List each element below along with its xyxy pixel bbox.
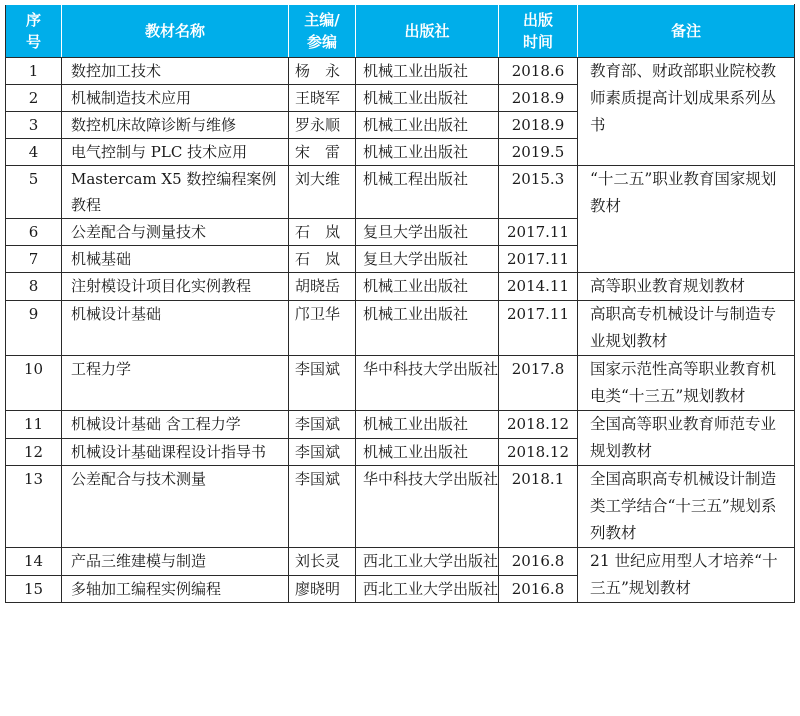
cell-no: 12 <box>6 438 62 466</box>
cell-name: 数控加工技术 <box>62 58 289 85</box>
cell-date: 2017.11 <box>499 219 578 246</box>
cell-date: 2019.5 <box>499 139 578 166</box>
cell-publisher: 西北工业大学出版社 <box>356 548 499 576</box>
cell-no: 2 <box>6 85 62 112</box>
header-editor: 主编/ 参编 <box>289 5 356 58</box>
cell-publisher: 机械工业出版社 <box>356 85 499 112</box>
cell-name: 公差配合与技术测量 <box>62 466 289 548</box>
header-name: 教材名称 <box>62 5 289 58</box>
cell-no: 15 <box>6 575 62 603</box>
cell-name: 电气控制与 PLC 技术应用 <box>62 139 289 166</box>
cell-no: 7 <box>6 246 62 273</box>
cell-date: 2017.11 <box>499 301 578 356</box>
cell-no: 6 <box>6 219 62 246</box>
cell-name: 机械设计基础课程设计指导书 <box>62 438 289 466</box>
cell-no: 5 <box>6 166 62 219</box>
cell-publisher: 复旦大学出版社 <box>356 219 499 246</box>
header-remark: 备注 <box>578 5 795 58</box>
cell-name: 多轴加工编程实例编程 <box>62 575 289 603</box>
table-row <box>6 273 795 301</box>
cell-editor: 石 岚 <box>289 246 356 273</box>
cell-no: 10 <box>6 356 62 411</box>
cell-name: 工程力学 <box>62 356 289 411</box>
cell-date: 2016.8 <box>499 575 578 603</box>
header-no: 序 号 <box>6 5 62 58</box>
cell-name: 数控机床故障诊断与维修 <box>62 112 289 139</box>
cell-date: 2017.11 <box>499 246 578 273</box>
cell-date: 2014.11 <box>499 273 578 301</box>
cell-no: 14 <box>6 548 62 576</box>
cell-date: 2018.12 <box>499 411 578 439</box>
cell-no: 3 <box>6 112 62 139</box>
cell-remark: 国家示范性高等职业教育机电类“十三五”规划教材 <box>578 356 795 411</box>
cell-remark: 全国高等职业教育师范专业规划教材 <box>578 411 795 466</box>
cell-editor: 邝卫华 <box>289 301 356 356</box>
cell-no: 8 <box>6 273 62 301</box>
cell-publisher: 机械工业出版社 <box>356 438 499 466</box>
cell-date: 2015.3 <box>499 166 578 219</box>
cell-remark: 高等职业教育规划教材 <box>578 273 795 301</box>
cell-publisher: 西北工业大学出版社 <box>356 575 499 603</box>
cell-date: 2018.12 <box>499 438 578 466</box>
cell-name: 注射模设计项目化实例教程 <box>62 273 289 301</box>
cell-no: 9 <box>6 301 62 356</box>
header-date: 出版 时间 <box>499 5 578 58</box>
cell-publisher: 机械工业出版社 <box>356 139 499 166</box>
cell-publisher: 机械工业出版社 <box>356 58 499 85</box>
cell-publisher: 机械工业出版社 <box>356 411 499 439</box>
table-row <box>6 166 795 219</box>
table-row <box>6 301 795 356</box>
cell-remark: 高职高专机械设计与制造专业规划教材 <box>578 301 795 356</box>
cell-no: 11 <box>6 411 62 439</box>
cell-editor: 李国斌 <box>289 466 356 548</box>
cell-date: 2018.6 <box>499 58 578 85</box>
cell-publisher: 复旦大学出版社 <box>356 246 499 273</box>
cell-date: 2018.1 <box>499 466 578 548</box>
textbook-table-container <box>5 4 795 603</box>
cell-editor: 王晓军 <box>289 85 356 112</box>
cell-editor: 刘长灵 <box>289 548 356 576</box>
cell-no: 13 <box>6 466 62 548</box>
cell-date: 2018.9 <box>499 112 578 139</box>
cell-remark: “十二五”职业教育国家规划教材 <box>578 166 795 273</box>
table-row <box>6 58 795 85</box>
cell-editor: 宋 雷 <box>289 139 356 166</box>
header-publisher: 出版社 <box>356 5 499 58</box>
cell-name: 机械制造技术应用 <box>62 85 289 112</box>
cell-publisher: 华中科技大学出版社 <box>356 466 499 548</box>
cell-date: 2018.9 <box>499 85 578 112</box>
cell-date: 2017.8 <box>499 356 578 411</box>
cell-remark: 全国高职高专机械设计制造类工学结合“十三五”规划系列教材 <box>578 466 795 548</box>
cell-editor: 李国斌 <box>289 356 356 411</box>
cell-publisher: 机械工业出版社 <box>356 273 499 301</box>
header-row <box>6 5 795 58</box>
cell-no: 4 <box>6 139 62 166</box>
cell-no: 1 <box>6 58 62 85</box>
cell-editor: 刘大维 <box>289 166 356 219</box>
cell-remark: 教育部、财政部职业院校教师素质提高计划成果系列丛书 <box>578 58 795 166</box>
cell-editor: 石 岚 <box>289 219 356 246</box>
cell-publisher: 机械工业出版社 <box>356 112 499 139</box>
cell-remark: 21 世纪应用型人才培养“十三五”规划教材 <box>578 548 795 603</box>
cell-publisher: 机械工业出版社 <box>356 301 499 356</box>
cell-name: Mastercam X5 数控编程案例教程 <box>62 166 289 219</box>
cell-date: 2016.8 <box>499 548 578 576</box>
cell-name: 产品三维建模与制造 <box>62 548 289 576</box>
cell-name: 机械设计基础 含工程力学 <box>62 411 289 439</box>
cell-editor: 胡晓岳 <box>289 273 356 301</box>
cell-name: 机械基础 <box>62 246 289 273</box>
table-row <box>6 548 795 576</box>
cell-editor: 李国斌 <box>289 411 356 439</box>
cell-publisher: 华中科技大学出版社 <box>356 356 499 411</box>
cell-publisher: 机械工程出版社 <box>356 166 499 219</box>
cell-editor: 罗永顺 <box>289 112 356 139</box>
cell-name: 机械设计基础 <box>62 301 289 356</box>
cell-editor: 杨 永 <box>289 58 356 85</box>
cell-name: 公差配合与测量技术 <box>62 219 289 246</box>
table-row <box>6 411 795 439</box>
textbook-table <box>5 4 795 603</box>
table-row <box>6 356 795 411</box>
table-row <box>6 466 795 548</box>
cell-editor: 李国斌 <box>289 438 356 466</box>
cell-editor: 廖晓明 <box>289 575 356 603</box>
